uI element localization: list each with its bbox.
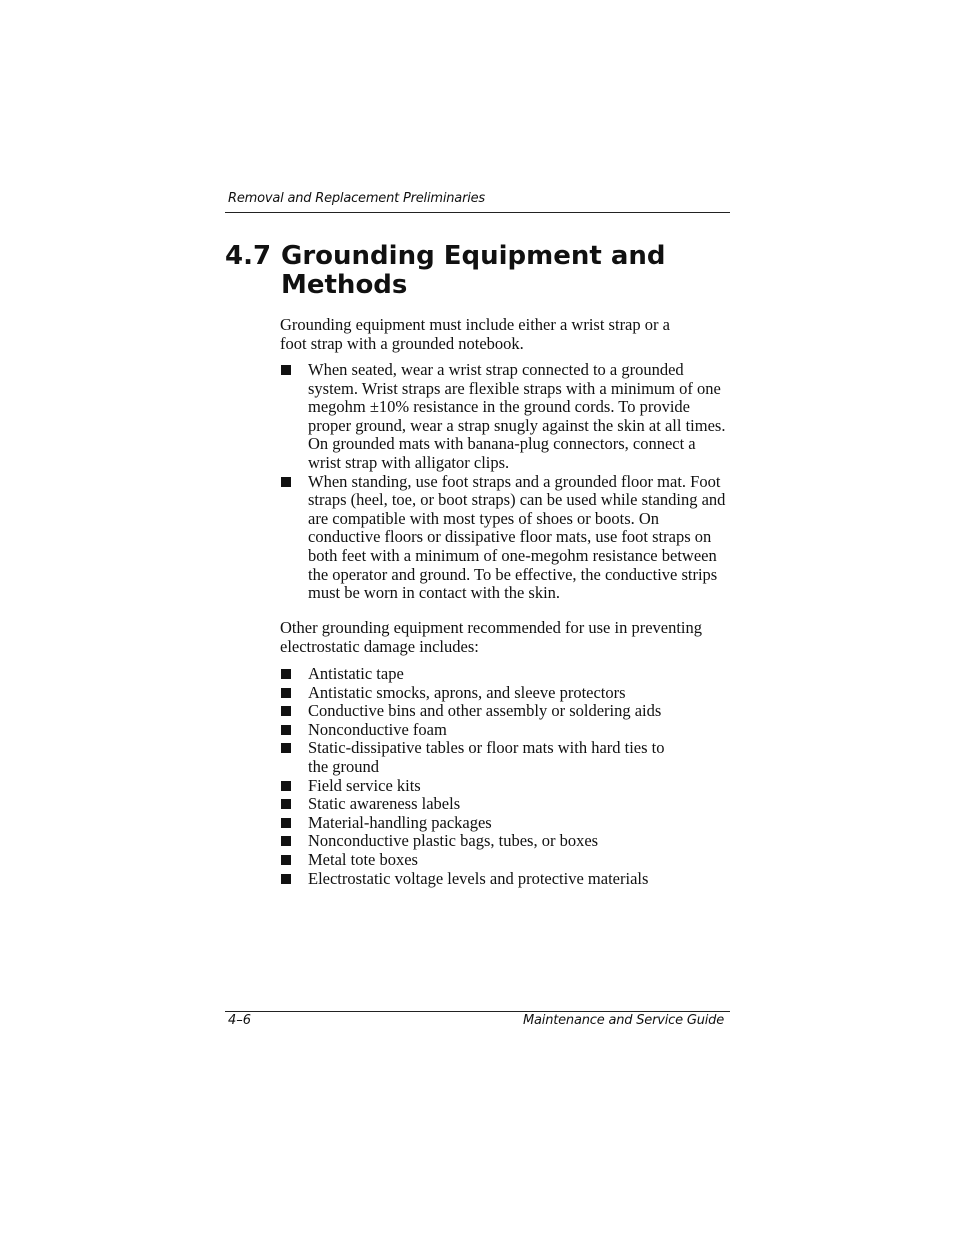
page-number: 4–6 <box>228 1013 252 1028</box>
list-item <box>280 870 680 889</box>
list-item <box>280 814 680 833</box>
list-item <box>280 739 680 776</box>
section-number: 4.7 <box>225 241 272 271</box>
equipment-item-text: Antistatic smocks, aprons, and sleeve protectors <box>308 682 626 702</box>
equipment-item-text: Static-dissipative tables or floor mats with hard ties to the ground <box>308 738 665 776</box>
intro-block <box>280 316 700 353</box>
list-item <box>280 361 730 473</box>
list-item <box>280 832 680 851</box>
list-item <box>280 721 680 740</box>
list-item <box>280 473 730 603</box>
equipment-item-text: Metal tote boxes <box>308 849 418 869</box>
intro-paragraph: Grounding equipment must include either a wrist strap or a foot strap with a grounded notebook. <box>280 315 670 353</box>
equipment-item-text: Conductive bins and other assembly or soldering aids <box>308 701 662 721</box>
section-title-line2: Methods <box>281 270 408 300</box>
list-item <box>280 851 680 870</box>
usage-bullet-text: When standing, use foot straps and a grounded floor mat. Foot straps (heel, toe, or boot straps) can be used while standing and are compatible with most types of shoes or boots. On conductive floors or dissipative floor mats, use foot straps on both feet with a minimum of one-megohm resistance between the operator and ground. To be effective, the conductive strips must be worn in contact with the skin. <box>308 471 726 603</box>
header-rule <box>225 212 730 213</box>
bullet-square-icon <box>281 688 291 698</box>
bullet-square-icon <box>281 781 291 791</box>
other-intro-block <box>280 619 730 656</box>
equipment-item-text: Field service kits <box>308 775 421 795</box>
list-item <box>280 777 680 796</box>
bullet-square-icon <box>281 874 291 884</box>
section-title-line1: Grounding Equipment and <box>281 241 666 271</box>
equipment-item-text: Nonconductive foam <box>308 719 447 739</box>
other-intro-paragraph: Other grounding equipment recommended for use in preventing electrostatic damage includes: <box>280 618 703 656</box>
list-item <box>280 684 680 703</box>
equipment-item-text: Static awareness labels <box>308 794 461 814</box>
bullet-square-icon <box>281 799 291 809</box>
section-title <box>225 242 730 300</box>
equipment-list <box>280 665 680 888</box>
bullet-square-icon <box>281 855 291 865</box>
list-item <box>280 702 680 721</box>
equipment-item-text: Material-handling packages <box>308 812 492 832</box>
bullet-square-icon <box>281 743 291 753</box>
bullet-square-icon <box>281 477 291 487</box>
usage-bullet-text: When seated, wear a wrist strap connected to a grounded system. Wrist straps are flexible straps with a minimum of one megohm ±10% resistance in the ground cords. To provide proper ground, wear a strap snugly against the skin at all times. On grounded mats with banana-plug connectors, connect a wrist strap with alligator clips. <box>308 360 726 472</box>
list-item <box>280 665 680 684</box>
usage-bullets <box>280 361 730 603</box>
bullet-square-icon <box>281 836 291 846</box>
footer-guide-title: Maintenance and Service Guide <box>523 1013 724 1028</box>
footer-rule <box>225 1011 730 1012</box>
bullet-square-icon <box>281 706 291 716</box>
bullet-square-icon <box>281 669 291 679</box>
equipment-item-text: Nonconductive plastic bags, tubes, or boxes <box>308 831 599 851</box>
running-header: Removal and Replacement Preliminaries <box>228 191 485 206</box>
bullet-square-icon <box>281 818 291 828</box>
list-item <box>280 795 680 814</box>
bullet-square-icon <box>281 365 291 375</box>
equipment-item-text: Electrostatic voltage levels and protective materials <box>308 868 649 888</box>
bullet-square-icon <box>281 725 291 735</box>
equipment-item-text: Antistatic tape <box>308 664 404 683</box>
